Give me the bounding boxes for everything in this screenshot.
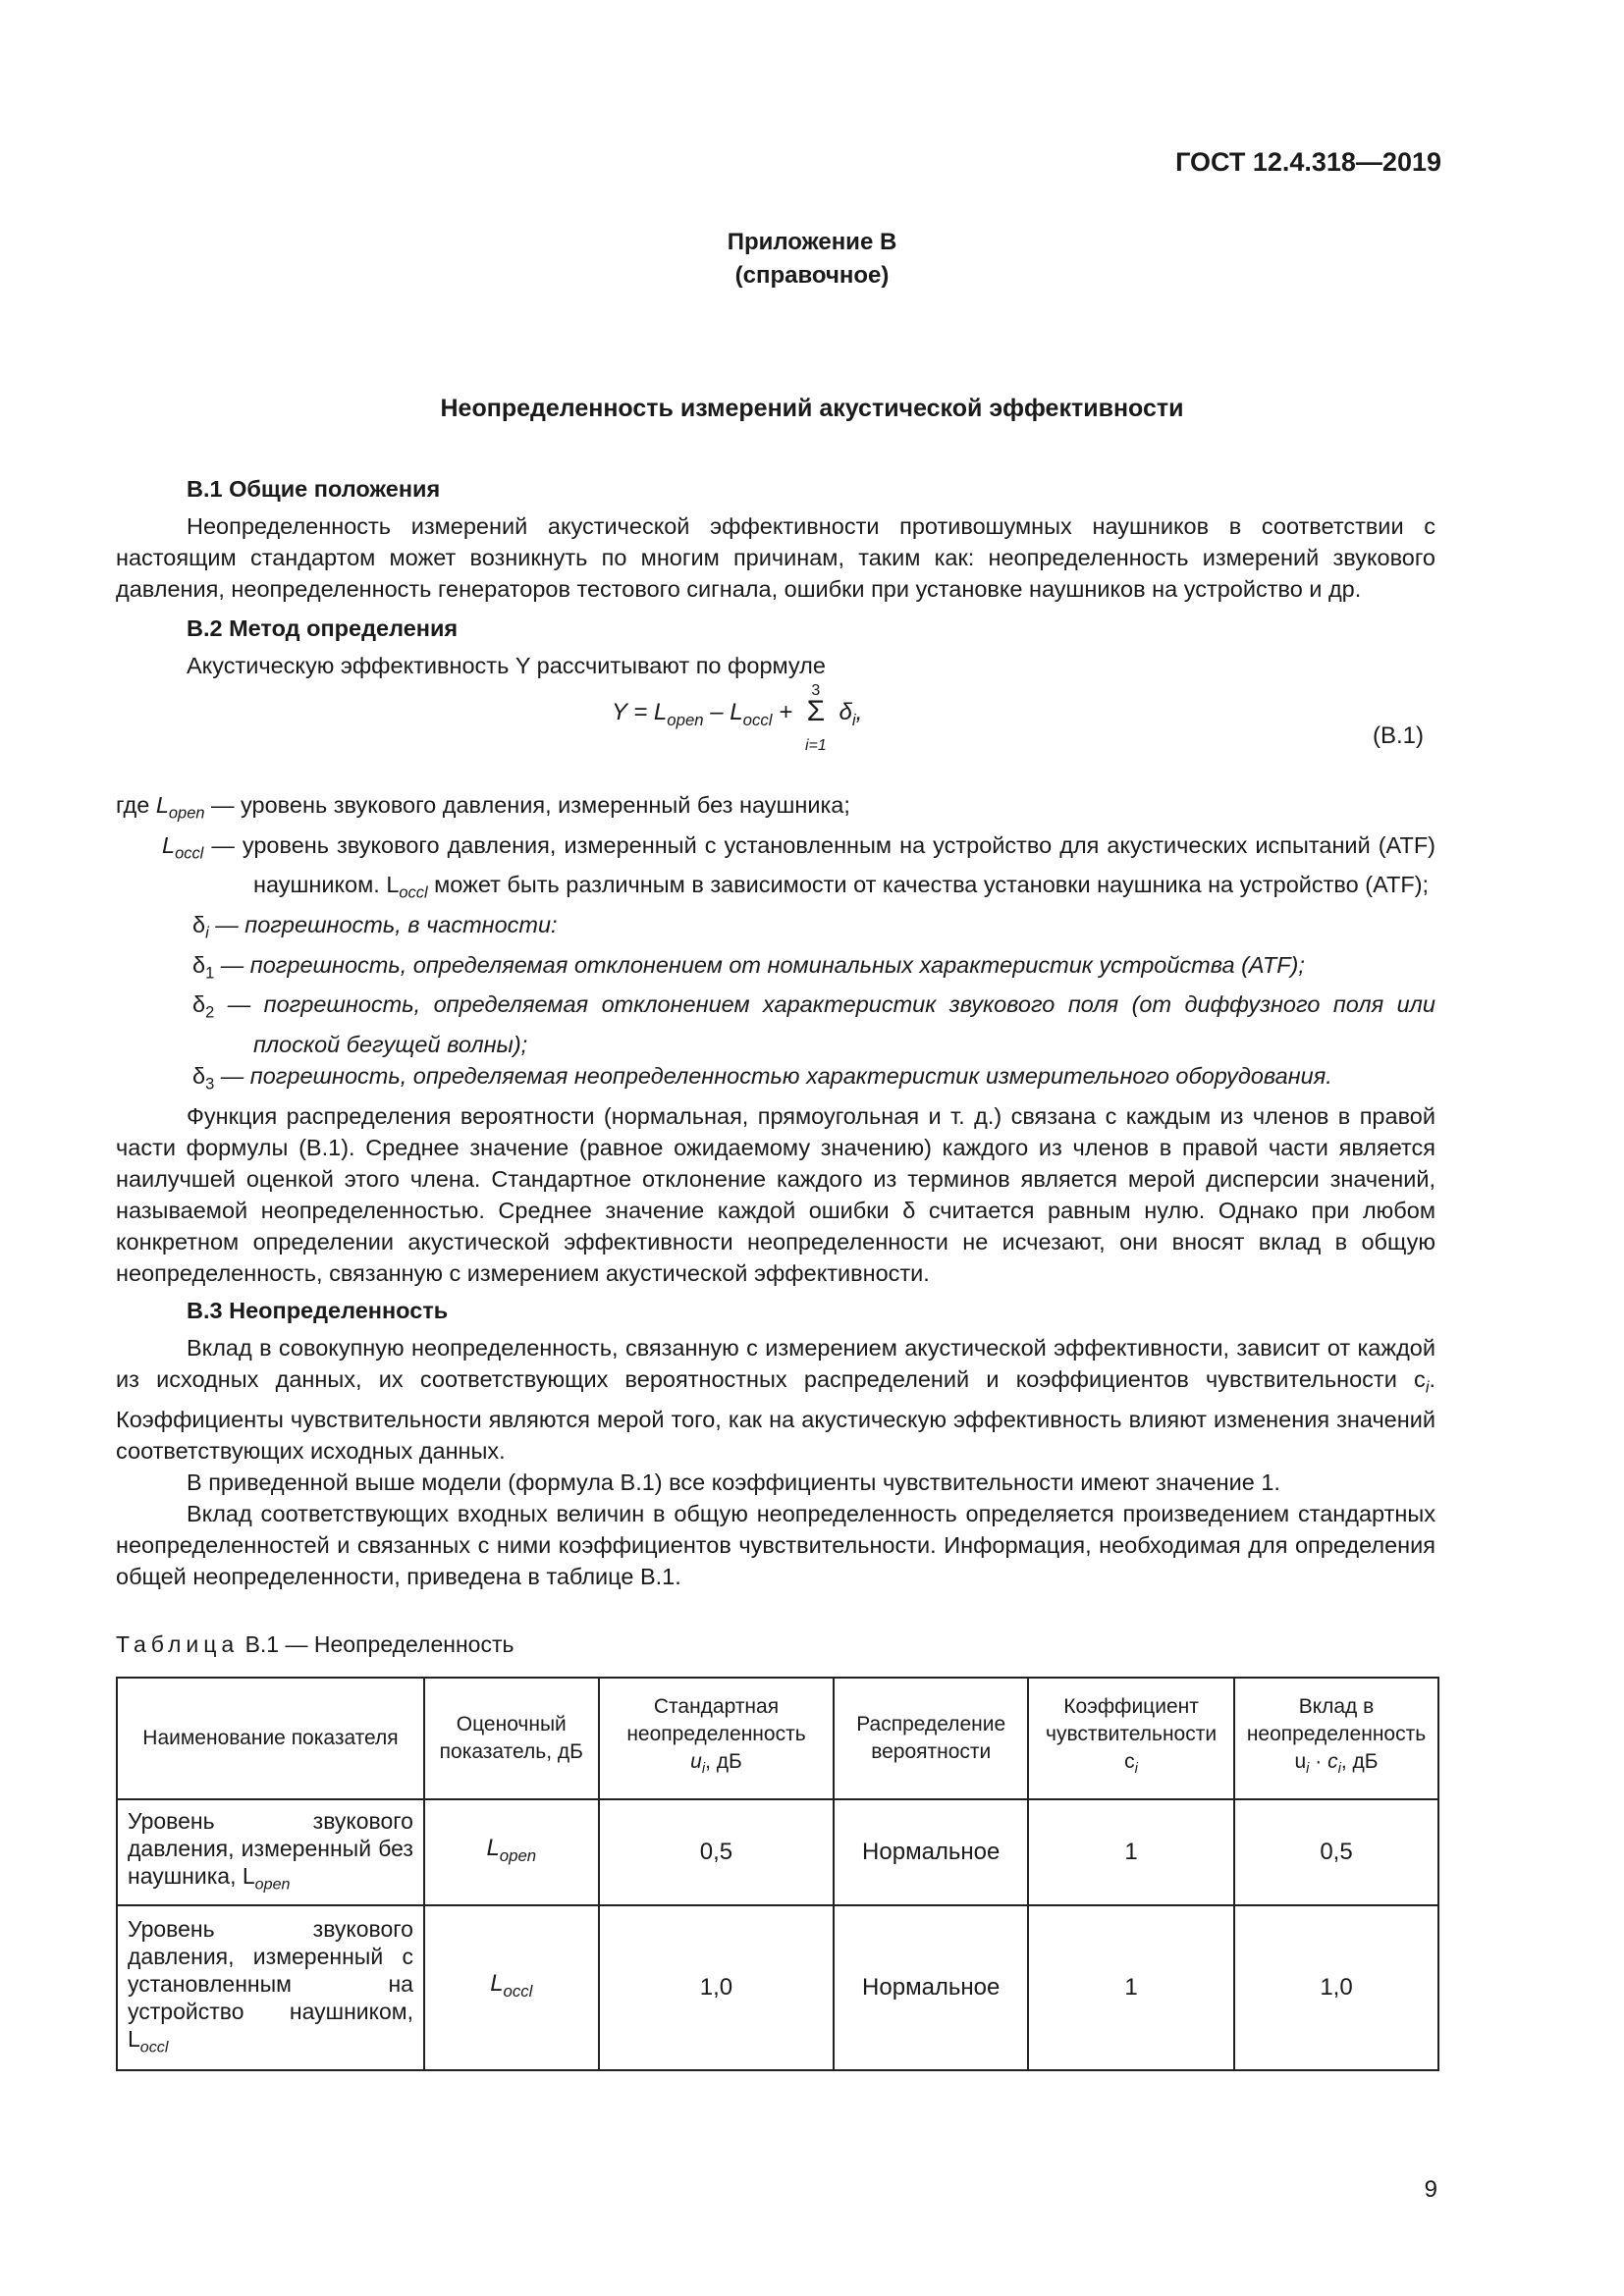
- table-cell: $L_{open}$: [424, 1799, 599, 1905]
- sum-symbol: 3 Σ i=1: [804, 682, 827, 755]
- table-cell: $L_{occl}$: [424, 1905, 599, 2070]
- definition-l-occl: $L_{occl}$ — уровень звукового давления, измеренный с установленным на устройство для акустических испытаний (ATF) наушником. $L_{occl}$ может быть различным в зависимости от качества установки наушника на устройство (ATF);: [162, 831, 1436, 903]
- uncertainty-table: [116, 1677, 1439, 2071]
- definition-delta-i: $\delta_i$ — погрешность, в частности:: [192, 912, 558, 942]
- paragraph: Вклад соответствующих входных величин в общую неопределенность определяется произведением стандартных неопределенностей и связанных с ними коэффициентов чувствительности. Информация, необходимая для определения общей неопределенности, приведена в таблице В.1.: [116, 1500, 1435, 1589]
- table-row: [117, 1799, 1438, 1905]
- formula-number: (В.1): [1372, 722, 1424, 749]
- paragraph: Неопределенность измерений акустической эффективности противошумных наушников в соответствии с настоящим стандартом может возникнуть по многим причинам, таким как: неопределенность измерений звукового давления, неопределенность генераторов тестового сигнала, ошибки при установке наушников на устройство и др.: [116, 513, 1435, 602]
- table-cell: 1,0: [1234, 1905, 1438, 2070]
- table-cell: Нормальное: [834, 1905, 1028, 2070]
- column-header: Оценочный показатель, дБ: [424, 1678, 599, 1799]
- table-caption: Таблица В.1 — Неопределенность: [116, 1631, 514, 1657]
- body-text: [116, 473, 1435, 1592]
- appendix-heading: [0, 226, 1624, 293]
- appendix-title: Неопределенность измерений акустической эффективности: [440, 395, 1184, 422]
- definition-delta-2: $\delta_2$ — погрешность, определяемая отклонением характеристик звукового поля (от диффузного поля или плоской бегущей волны);: [192, 991, 1436, 1058]
- paragraph: Акустическую эффективность Y рассчитывают по формуле: [187, 653, 826, 678]
- section-heading-b1: В.1 Общие положения: [187, 476, 441, 502]
- section-heading-b2: В.2 Метод определения: [187, 615, 459, 641]
- table-cell: Уровень звукового давления, измеренный без наушника, $L_{open}$: [117, 1799, 424, 1905]
- definition-l-open: где $L_{open}$ — уровень звукового давления, измеренный без наушника;: [116, 792, 850, 823]
- table-cell: Нормальное: [834, 1799, 1028, 1905]
- section-heading-b3: В.3 Неопределенность: [187, 1297, 449, 1323]
- paragraph: Функция распределения вероятности (нормальная, прямоугольная и т. д.) связана с каждым из членов в правой части формулы (В.1). Среднее значение (равное ожидаемому значению) каждого из членов в правой части является наилучшей оценкой этого члена. Стандартное отклонение каждого из терминов является мерой дисперсии значений, называемой неопределенностью. Среднее значение каждой ошибки δ считается равным нулю. Однако при любом конкретном определении акустической эффективности неопределенности не исчезают, они вносят вклад в общую неопределенность, связанную с измерением акустической эффективности.: [116, 1102, 1435, 1286]
- appendix-label: Приложение В: [727, 229, 897, 255]
- definition-delta-3: $\delta_3$ — погрешность, определяемая неопределенностью характеристик измерительного оборудования.: [192, 1063, 1332, 1094]
- table-header-row: [117, 1678, 1438, 1799]
- column-header: Вклад в неопределенность $u_i \cdot c_i$, дБ: [1234, 1678, 1438, 1799]
- formula-b1: [116, 681, 1435, 789]
- formula-expression: $Y = L_{open} - L_{occl}$ + 3 Σ i=1 $\delta_i$,: [612, 682, 863, 755]
- formula-definitions: [116, 789, 1435, 1100]
- table-cell: 1: [1028, 1799, 1234, 1905]
- table-row: [117, 1905, 1438, 2070]
- table-cell: Уровень звукового давления, измеренный с установленным на устройство наушником, $L_{occl}$: [117, 1905, 424, 2070]
- paragraph: В приведенной выше модели (формула В.1) все коэффициенты чувствительности имеют значение 1.: [187, 1468, 1280, 1495]
- column-header: Стандартная неопределенность $u_i$, дБ: [599, 1678, 835, 1799]
- column-header: Распределение вероятности: [834, 1678, 1028, 1799]
- column-header: Коэффициент чувствительности $c_i$: [1028, 1678, 1234, 1799]
- definition-delta-1: $\delta_1$ — погрешность, определяемая отклонением от номинальных характеристик устройства (ATF);: [192, 951, 1305, 983]
- column-header: Наименование показателя: [117, 1678, 424, 1799]
- page-number: 9: [1424, 2176, 1437, 2203]
- appendix-type: (справочное): [734, 262, 890, 289]
- table-cell: 0,5: [599, 1799, 835, 1905]
- table-cell: 1,0: [599, 1905, 835, 2070]
- document-number: ГОСТ 12.4.318—2019: [1175, 147, 1441, 177]
- table-cell: 1: [1028, 1905, 1234, 2070]
- paragraph: Вклад в совокупную неопределенность, связанную с измерением акустической эффективности, зависит от каждой из исходных данных, их соответствующих вероятностных распределений и коэффициентов чувствительности $c_i$. Коэффициенты чувствительности являются мерой того, как на акустическую эффективность влияют изменения значений соответствующих исходных данных.: [116, 1334, 1435, 1464]
- table-cell: 0,5: [1234, 1799, 1438, 1905]
